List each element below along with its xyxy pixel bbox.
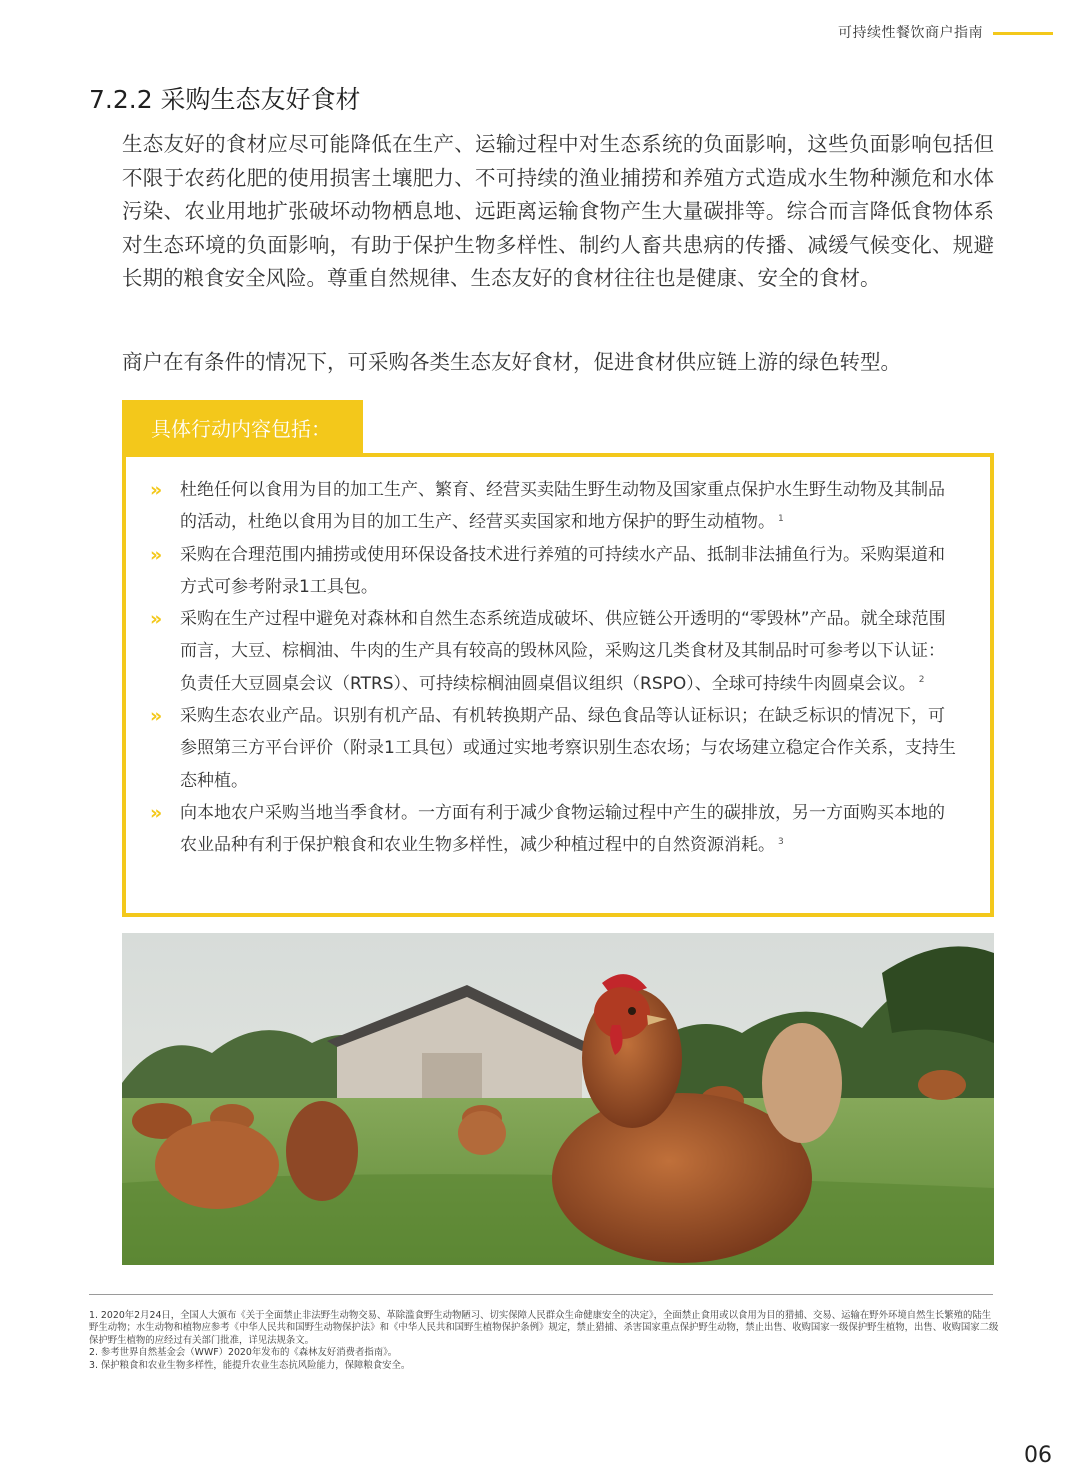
footnotes — [89, 1310, 999, 1372]
action-item-text: 杜绝任何以食用为目的加工生产、繁育、经营买卖陆生野生动物及国家重点保护水生野生动物及其制品的活动，杜绝以食用为目的加工生产、经营买卖国家和地方保护的野生动植物。 — [180, 480, 945, 533]
action-item-text: 采购生态农业产品。识别有机产品、有机转换期产品、绿色食品等认证标识；在缺乏标识的情况下，可参照第三方平台评价（附录1工具包）或通过实地考察识别生态农场；与农场建立稳定合作关系，支持生态种植。 — [180, 706, 956, 791]
chevron-bullet-icon: » — [150, 705, 163, 728]
footnote-item: 1. 2020年2月24日，全国人大颁布《关于全面禁止非法野生动物交易、革除滥食野生动物陋习、切实保障人民群众生命健康安全的决定》，全面禁止食用或以食用为目的猎捕、交易、运输在野外环境自然生长繁殖的陆生野生动物；水生动物和植物应参考《中华人民共和国野生动物保护法》和《中华人民共和国野生植物保护条例》规定，禁止猎捕、杀害国家重点保护野生动物，禁止出售、收购国家一级保护野生植物，出售、收购国家二级保护野生植物的应经过有关部门批准，详见法规条文。 — [89, 1310, 999, 1346]
actions-tab-label: 具体行动内容包括： — [122, 400, 363, 454]
footnote-ref: 3 — [778, 836, 784, 847]
intro-paragraph: 生态友好的食材应尽可能降低在生产、运输过程中对生态系统的负面影响，这些负面影响包括但不限于农药化肥的使用损害土壤肥力、不可持续的渔业捕捞和养殖方式造成水生物种濒危和水体污染、农业用地扩张破坏动物栖息地、远距离运输食物产生大量碳排等。综合而言降低食物体系对生态环境的负面影响，有助于保护生物多样性、制约人畜共患病的传播、减缓气候变化、规避长期的粮食安全风险。尊重自然规律、生态友好的食材往往也是健康、安全的食材。 — [122, 132, 994, 290]
hens-on-pasture-photo — [122, 933, 994, 1265]
action-item — [150, 603, 960, 700]
action-item-text: 采购在合理范围内捕捞或使用环保设备技术进行养殖的可持续水产品、抵制非法捕鱼行为。采购渠道和方式可参考附录1工具包。 — [180, 544, 945, 597]
chevron-bullet-icon: » — [150, 479, 163, 501]
action-item — [150, 474, 960, 539]
chevron-bullet-icon: » — [150, 801, 163, 824]
footnote-ref: 2 — [918, 675, 925, 686]
footnote-item: 2. 参考世界自然基金会（WWF）2020年发布的《森林友好消费者指南》。 — [89, 1347, 398, 1359]
running-header-title: 可持续性餐饮商户指南 — [838, 25, 983, 41]
action-item — [150, 797, 960, 862]
action-item-text: 采购在生产过程中避免对森林和自然生态系统造成破坏、供应链公开透明的“零毁林”产品。就全球范围而言，大豆、棕榈油、牛肉的生产具有较高的毁林风险，采购这几类食材及其制品时可参考以下认证：负责任大豆圆桌会议（RTRS）、可持续棕榈油圆桌倡议组织（RSPO）、全球可持续牛肉圆桌会议。 — [180, 609, 946, 694]
action-item-text: 向本地农户采购当地当季食材。一方面有利于减少食物运输过程中产生的碳排放，另一方面购买本地的农业品种有利于保护粮食和农业生物多样性，减少种植过程中的自然资源消耗。 — [180, 802, 945, 856]
chevron-bullet-icon: » — [150, 608, 163, 631]
footnote-item: 3. 保护粮食和农业生物多样性，能提升农业生态抗风险能力，保障粮食安全。 — [89, 1359, 411, 1371]
actions-list — [126, 457, 990, 862]
header-accent-rule — [993, 32, 1053, 35]
section-heading: 7.2.2 采购生态友好食材 — [89, 85, 361, 114]
action-item — [150, 700, 960, 797]
footnote-ref: 1 — [778, 513, 784, 524]
footnote-divider — [89, 1294, 993, 1295]
page-number: 06 — [1024, 1443, 1052, 1468]
second-paragraph: 商户在有条件的情况下，可采购各类生态友好食材，促进食材供应链上游的绿色转型。 — [122, 350, 901, 374]
action-item — [150, 539, 960, 604]
actions-box — [122, 453, 994, 917]
chevron-bullet-icon: » — [150, 543, 163, 566]
